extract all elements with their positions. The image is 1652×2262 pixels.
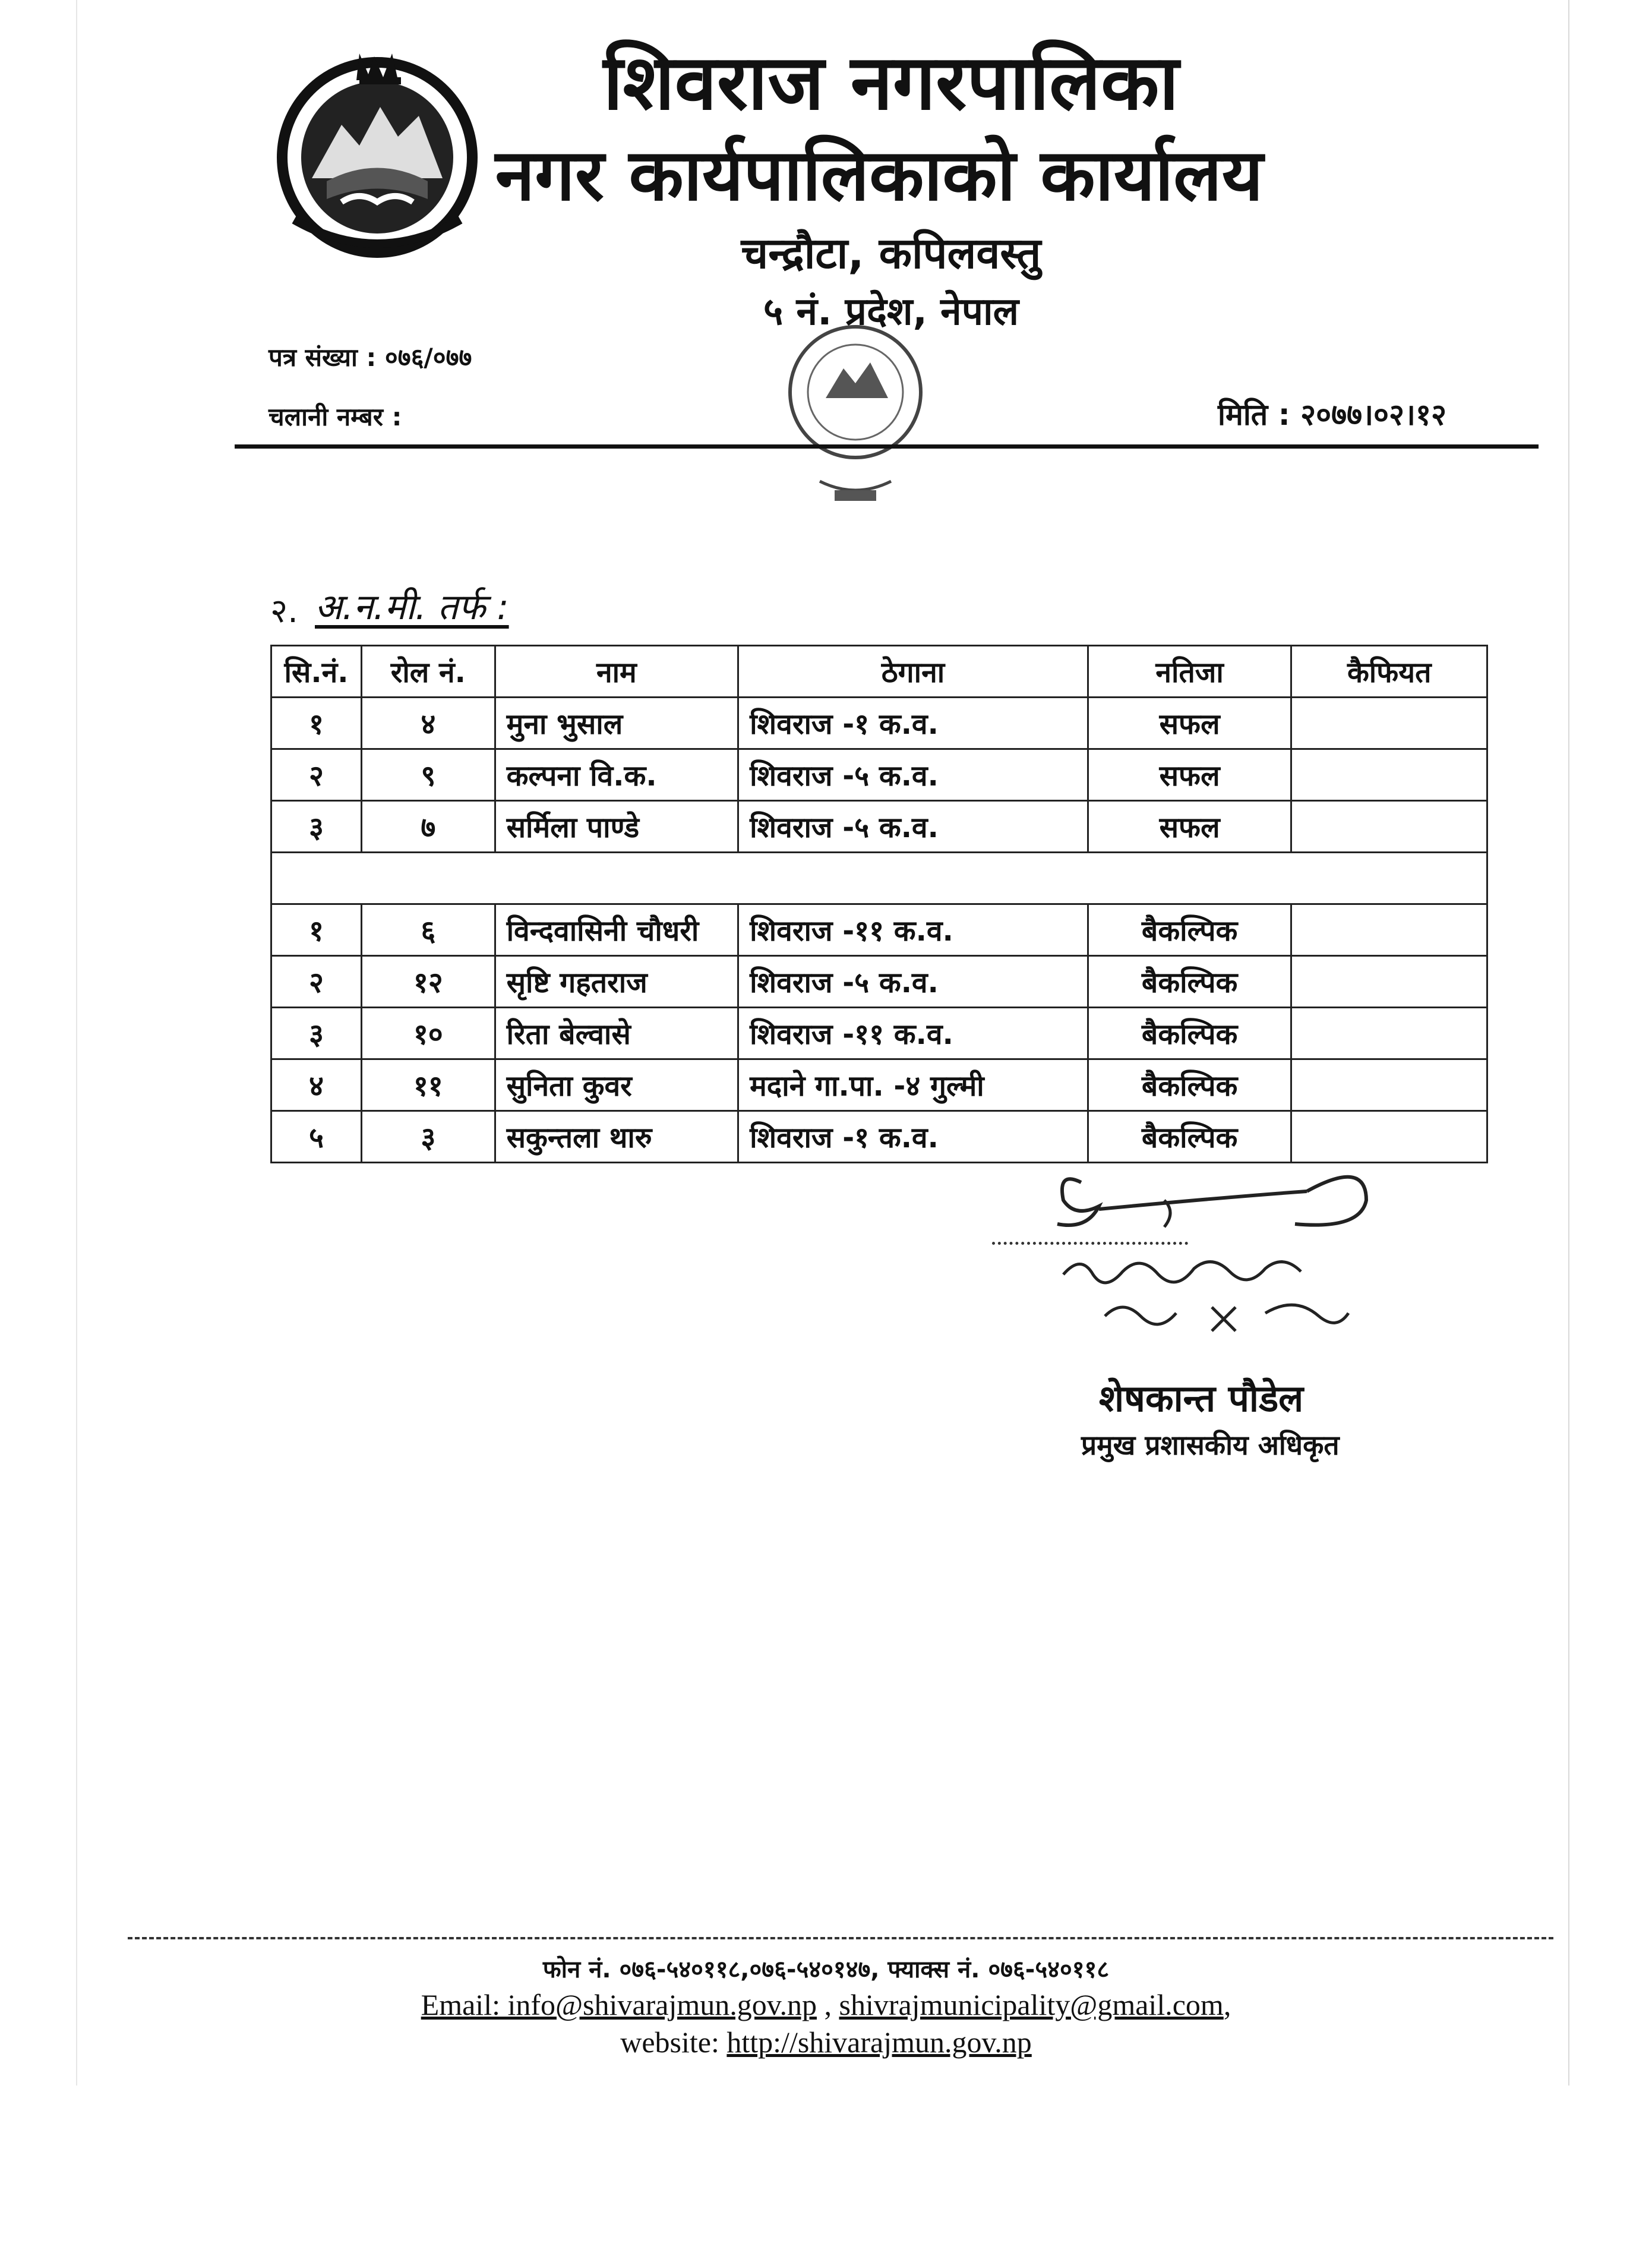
signer-title: प्रमुख प्रशासकीय अधिकृत xyxy=(1081,1429,1340,1461)
signature-dotted-line xyxy=(992,1242,1188,1245)
cell-address: मदाने गा.पा. -४ गुल्मी xyxy=(738,1059,1088,1111)
office-title-municipality: शिवराज नगरपालिका xyxy=(603,39,1179,127)
nepal-emblem-icon xyxy=(270,42,484,267)
cell-serial: १ xyxy=(271,698,362,749)
office-stamp-icon xyxy=(760,309,950,523)
cell-name: विन्दवासिनी चौधरी xyxy=(495,904,738,956)
page-edge-left xyxy=(76,0,77,2086)
header-address: ठेगाना xyxy=(738,646,1088,698)
table-row xyxy=(271,698,1487,749)
cell-address: शिवराज -५ क.व. xyxy=(738,956,1088,1008)
cell-name: सृष्टि गहतराज xyxy=(495,956,738,1008)
cell-remark xyxy=(1291,904,1487,956)
footer-website-label: website: xyxy=(620,2026,727,2059)
cell-roll: ७ xyxy=(361,801,495,853)
header-name: नाम xyxy=(495,646,738,698)
cell-address: शिवराज -१ क.व. xyxy=(738,1111,1088,1163)
cell-roll: ३ xyxy=(361,1111,495,1163)
cell-roll: १० xyxy=(361,1008,495,1059)
table-separator-row xyxy=(271,853,1487,904)
table-row xyxy=(271,1059,1487,1111)
cell-serial: २ xyxy=(271,749,362,801)
office-address-line1: चन्द्रौटा, कपिलवस्तु xyxy=(741,228,1041,278)
signer-name: शेषकान्त पौडेल xyxy=(1099,1377,1304,1420)
cell-remark xyxy=(1291,749,1487,801)
table-row xyxy=(271,801,1487,853)
cell-result: सफल xyxy=(1088,749,1291,801)
footer-divider xyxy=(128,1937,1553,1939)
page-edge-right xyxy=(1568,0,1569,2086)
cell-address: शिवराज -५ क.व. xyxy=(738,749,1088,801)
header-remarks: कैफियत xyxy=(1291,646,1487,698)
cell-remark xyxy=(1291,801,1487,853)
cell-remark xyxy=(1291,1059,1487,1111)
cell-result: बैकल्पिक xyxy=(1088,904,1291,956)
separator-cell xyxy=(271,853,1487,904)
cell-serial: १ xyxy=(271,904,362,956)
footer-email-secondary[interactable]: shivrajmunicipality@gmail.com xyxy=(839,1988,1224,2021)
table-row xyxy=(271,904,1487,956)
cell-address: शिवराज -११ क.व. xyxy=(738,1008,1088,1059)
header-divider xyxy=(235,444,1539,449)
cell-roll: १२ xyxy=(361,956,495,1008)
cell-serial: ५ xyxy=(271,1111,362,1163)
office-address-line2: ५ नं. प्रदेश, नेपाल xyxy=(763,290,1019,334)
cell-remark xyxy=(1291,698,1487,749)
cell-result: बैकल्पिक xyxy=(1088,956,1291,1008)
section-title: अ.न.मी. तर्फ : xyxy=(315,586,509,628)
results-table xyxy=(270,645,1488,1163)
cell-serial: ३ xyxy=(271,1008,362,1059)
cell-name: रिता बेल्वासे xyxy=(495,1008,738,1059)
cell-name: सकुन्तला थारु xyxy=(495,1111,738,1163)
cell-serial: ४ xyxy=(271,1059,362,1111)
header-serial: सि.नं. xyxy=(271,646,362,698)
section-number: २. xyxy=(270,592,298,630)
table-row xyxy=(271,1111,1487,1163)
cell-name: मुना भुसाल xyxy=(495,698,738,749)
cell-roll: ६ xyxy=(361,904,495,956)
cell-address: शिवराज -५ क.व. xyxy=(738,801,1088,853)
office-title-executive: नगर कार्यपालिकाको कार्यालय xyxy=(495,134,1264,217)
header-result: नतिजा xyxy=(1088,646,1291,698)
table-row xyxy=(271,749,1487,801)
cell-address: शिवराज -११ क.व. xyxy=(738,904,1088,956)
table-row xyxy=(271,956,1487,1008)
cell-result: बैकल्पिक xyxy=(1088,1008,1291,1059)
cell-name: सुनिता कुवर xyxy=(495,1059,738,1111)
cell-roll: ९ xyxy=(361,749,495,801)
cell-serial: २ xyxy=(271,956,362,1008)
cell-serial: ३ xyxy=(271,801,362,853)
cell-remark xyxy=(1291,956,1487,1008)
cell-result: बैकल्पिक xyxy=(1088,1111,1291,1163)
footer-email-line xyxy=(0,1987,1652,2022)
cell-roll: ११ xyxy=(361,1059,495,1111)
table-header-row xyxy=(271,646,1487,698)
dispatch-number: चलानी नम्बर : xyxy=(269,402,402,431)
footer-website-link[interactable]: http://shivarajmun.gov.np xyxy=(726,2026,1032,2059)
cell-name: कल्पना वि.क. xyxy=(495,749,738,801)
footer-phone: फोन नं. ०७६-५४०११८,०७६-५४०१४७, फ्याक्स नं. ०७६-५४०११८ xyxy=(542,1956,1110,1983)
cell-remark xyxy=(1291,1111,1487,1163)
letter-date: मिति : २०७७।०२।१२ xyxy=(1218,397,1447,432)
handwritten-signature-icon xyxy=(986,1165,1438,1402)
cell-remark xyxy=(1291,1008,1487,1059)
cell-name: सर्मिला पाण्डे xyxy=(495,801,738,853)
cell-result: सफल xyxy=(1088,801,1291,853)
cell-roll: ४ xyxy=(361,698,495,749)
table-row xyxy=(271,1008,1487,1059)
cell-result: बैकल्पिक xyxy=(1088,1059,1291,1111)
cell-result: सफल xyxy=(1088,698,1291,749)
footer-website-line xyxy=(0,2025,1652,2059)
header-roll: रोल नं. xyxy=(361,646,495,698)
footer-email-primary[interactable]: Email: info@shivarajmun.gov.np xyxy=(421,1988,817,2021)
letter-number: पत्र संख्या : ०७६/०७७ xyxy=(269,343,472,372)
footer-email-suffix: , xyxy=(1223,1988,1231,2021)
footer-email-separator: , xyxy=(816,1988,839,2021)
cell-address: शिवराज -१ क.व. xyxy=(738,698,1088,749)
